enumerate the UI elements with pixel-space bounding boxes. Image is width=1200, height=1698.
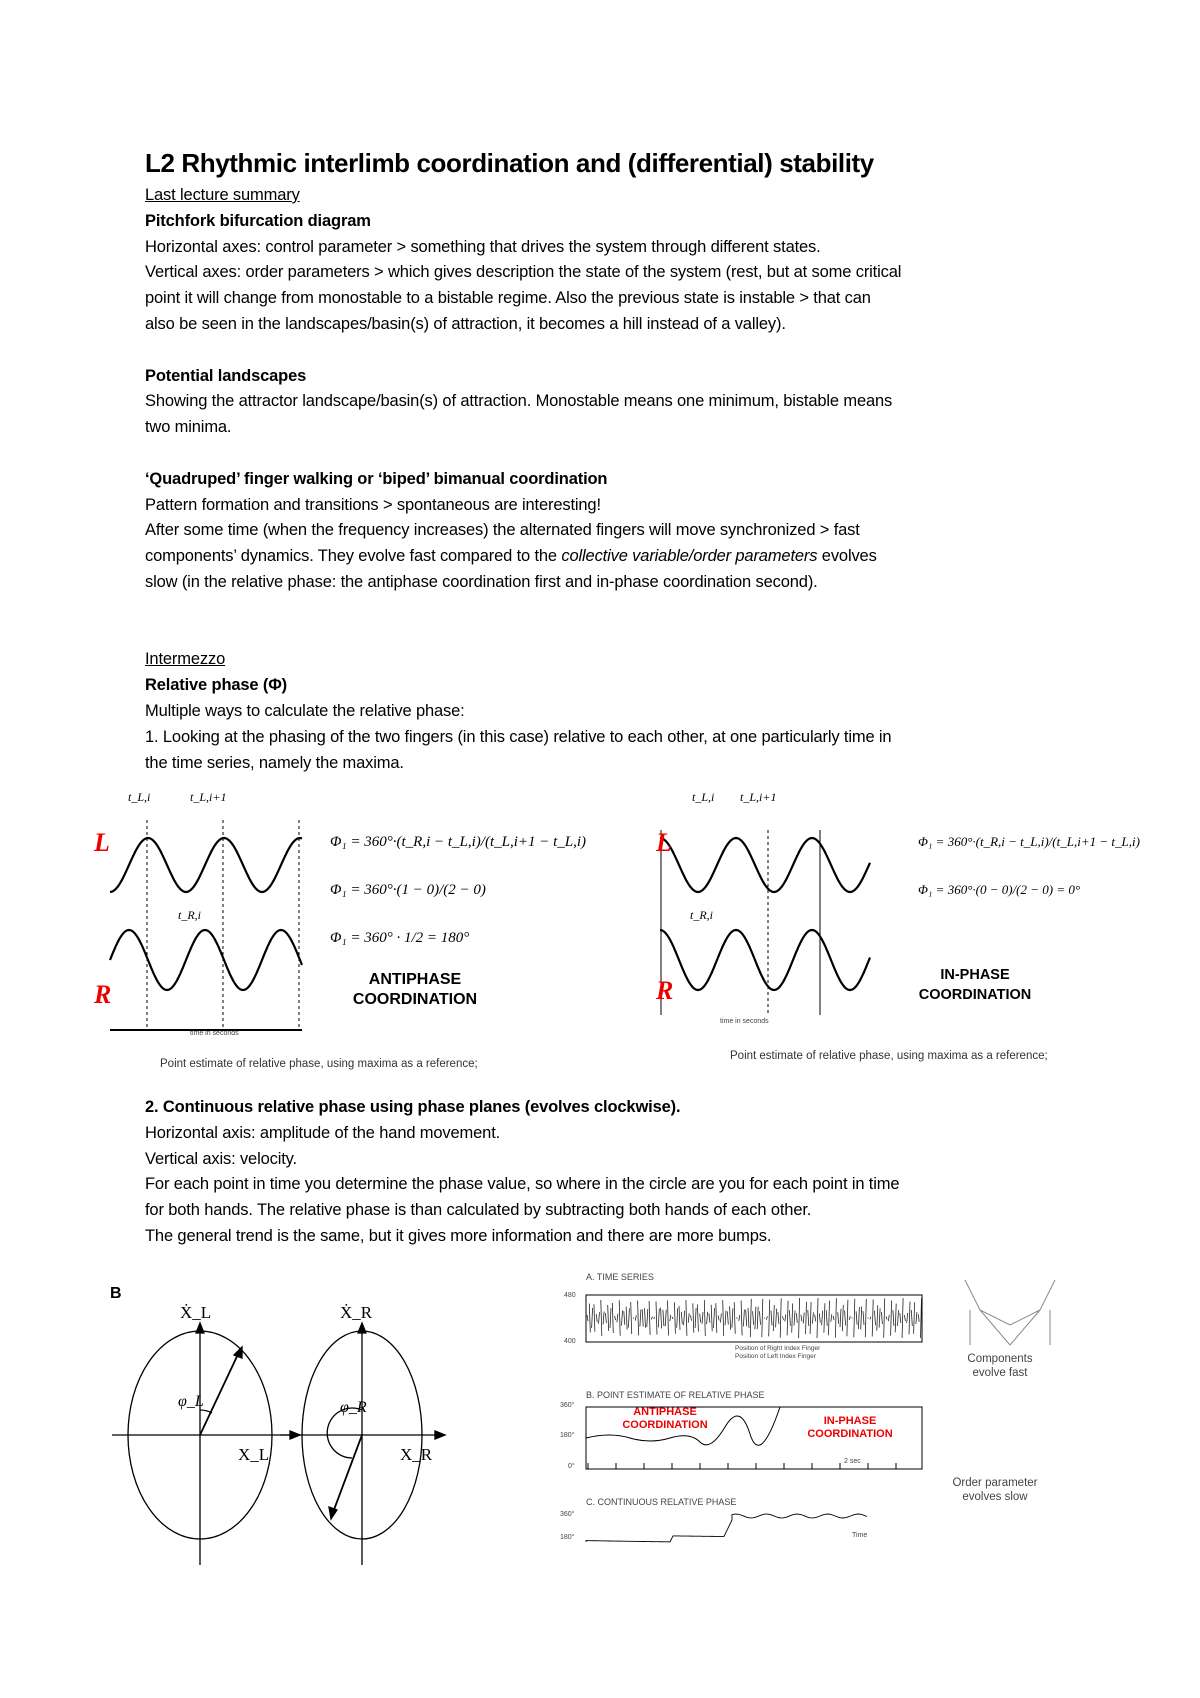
continuous-section [145,1095,1105,1250]
axis-label: Ẋ_R [340,1303,373,1322]
text-line: The general trend is the same, but it gives more information and there are more bumps. [145,1226,772,1245]
figure-caption: Point estimate of relative phase, using maxima as a reference; [730,1050,1048,1062]
axis-label: X_L [238,1445,270,1464]
right-label: R [656,976,674,1005]
text-line: Horizontal axis: amplitude of the hand movement. [145,1123,501,1142]
sine-wave [110,838,302,892]
subheading: Pitchfork bifurcation diagram [145,211,371,230]
text-line: also be seen in the landscapes/basin(s) of attraction, it becomes a hill instead of a valley). [145,314,786,333]
x-axis-label: time in seconds [190,1030,239,1037]
text-line: Showing the attractor landscape/basin(s) of attraction. Monostable means one minimum, bistable means [145,392,893,411]
tick-label: 360° [560,1402,575,1409]
tick-label: 180° [560,1432,575,1439]
components-note: Components evolve fast [967,1353,1033,1379]
equation: Φ₁ = 360°·(1 − 0)/(2 − 0) [330,882,486,898]
finger-illustration [965,1280,1055,1345]
text-line: Pattern formation and transitions > spontaneous are interesting! [145,495,601,514]
inphase-title: IN-PHASE COORDINATION [918,967,1032,1003]
inphase-annotation: IN-PHASE COORDINATION [807,1415,893,1440]
section-heading: Intermezzo [145,650,226,669]
text-line: the time series, namely the maxima. [145,753,404,772]
time-series-trace [587,1298,922,1338]
subheading: ‘Quadruped’ finger walking or ‘biped’ bimanual coordination [145,469,608,488]
antiphase-annotation: ANTIPHASE COORDINATION [622,1406,708,1431]
x-axis-label: time in seconds [720,1018,769,1025]
tick-label: 0° [568,1463,575,1470]
text-line: 1. Looking at the phasing of the two fingers (in this case) relative to each other, at one particularly time in [145,727,892,746]
t-label: t_R,i [178,908,201,922]
sine-wave [660,930,870,990]
sine-wave [660,838,870,892]
right-label: R [94,980,112,1009]
panel-label: B [110,1285,122,1302]
t-label: t_L,i+1 [740,790,777,804]
subheading: Potential landscapes [145,366,307,385]
tick-label: 360° [560,1511,575,1518]
page-title: L2 Rhythmic interlimb coordination and (differential) stability [145,148,874,178]
equation: Φ₁ = 360°·(0 − 0)/(2 − 0) = 0° [918,882,1081,897]
text-line: slow (in the relative phase: the antiphase coordination first and in-phase coordination second). [145,572,818,591]
axis-label: Ẋ_L [180,1303,212,1322]
left-label: L [656,828,672,857]
legend-entry: Position of Left Index Finger [735,1353,816,1360]
tick-label: 480 [564,1292,576,1299]
sine-wave [110,930,302,990]
text-line: Multiple ways to calculate the relative phase: [145,701,465,720]
t-label: t_L,i [692,790,715,804]
figure-caption: Point estimate of relative phase, using maxima as a reference; [160,1058,478,1070]
order-parameter-note: Order parameter evolves slow [952,1477,1038,1503]
t-label: t_L,i+1 [190,790,227,804]
continuous-phase-trace [586,1514,867,1542]
text-line: point it will change from monostable to a bistable regime. Also the previous state is instable > that can [145,289,871,308]
panel-title: B. POINT ESTIMATE OF RELATIVE PHASE [586,1390,765,1400]
text-line: For each point in time you determine the phase value, so where in the circle are you for each point in time [145,1175,900,1194]
text-line: Vertical axis: velocity. [145,1149,297,1168]
antiphase-title: ANTIPHASE COORDINATION [352,971,478,1008]
text-line: for both hands. The relative phase is than calculated by subtracting both hands of each other. [145,1201,812,1220]
t-label: t_R,i [690,908,713,922]
tick-label: 180° [560,1534,575,1541]
subheading: Relative phase (Φ) [145,676,287,695]
angle-label: φ_L [178,1393,204,1410]
text-line: components’ dynamics. They evolve fast compared to the collective variable/order parameters evolves [145,547,877,566]
summary-section [145,183,1105,776]
axis-label: X_R [400,1445,433,1464]
phase-plane-figure [100,1275,500,1575]
t-label: t_L,i [128,790,151,804]
angle-label: φ_R [340,1399,367,1416]
phase-plane-circles [100,1275,500,1575]
time-label: Time [852,1532,868,1539]
panel-title: A. TIME SERIES [586,1272,654,1282]
subheading: 2. Continuous relative phase using phase planes (evolves clockwise). [145,1098,681,1116]
scale-label: 2 sec [844,1458,861,1465]
text-line: Vertical axes: order parameters > which gives description the state of the system (rest, but at some critical [145,263,902,282]
equation: Φ₁ = 360°·(t_R,i − t_L,i)/(t_L,i+1 − t_L,i) [918,834,1140,849]
left-label: L [94,828,110,857]
antiphase-figure [90,790,590,1080]
panel-a-frame [586,1295,922,1342]
section-heading: Last lecture summary [145,186,300,204]
antiphase-waveforms [90,790,350,1040]
text-line: Horizontal axes: control parameter > something that drives the system through different states. [145,237,821,256]
text-line: two minima. [145,418,232,437]
panel-title: C. CONTINUOUS RELATIVE PHASE [586,1497,737,1507]
tick-label: 400 [564,1338,576,1345]
legend-entry: Position of Right Index Finger [735,1345,821,1352]
equation: Φ₁ = 360°·(t_R,i − t_L,i)/(t_L,i+1 − t_L,i) [330,834,587,850]
inphase-figure [656,790,1140,1080]
equation: Φ₁ = 360° · 1/2 = 180° [330,930,470,946]
text-line: After some time (when the frequency increases) the alternated fingers will move synchronized > fast [145,521,860,540]
time-series-figure [550,1270,1080,1570]
